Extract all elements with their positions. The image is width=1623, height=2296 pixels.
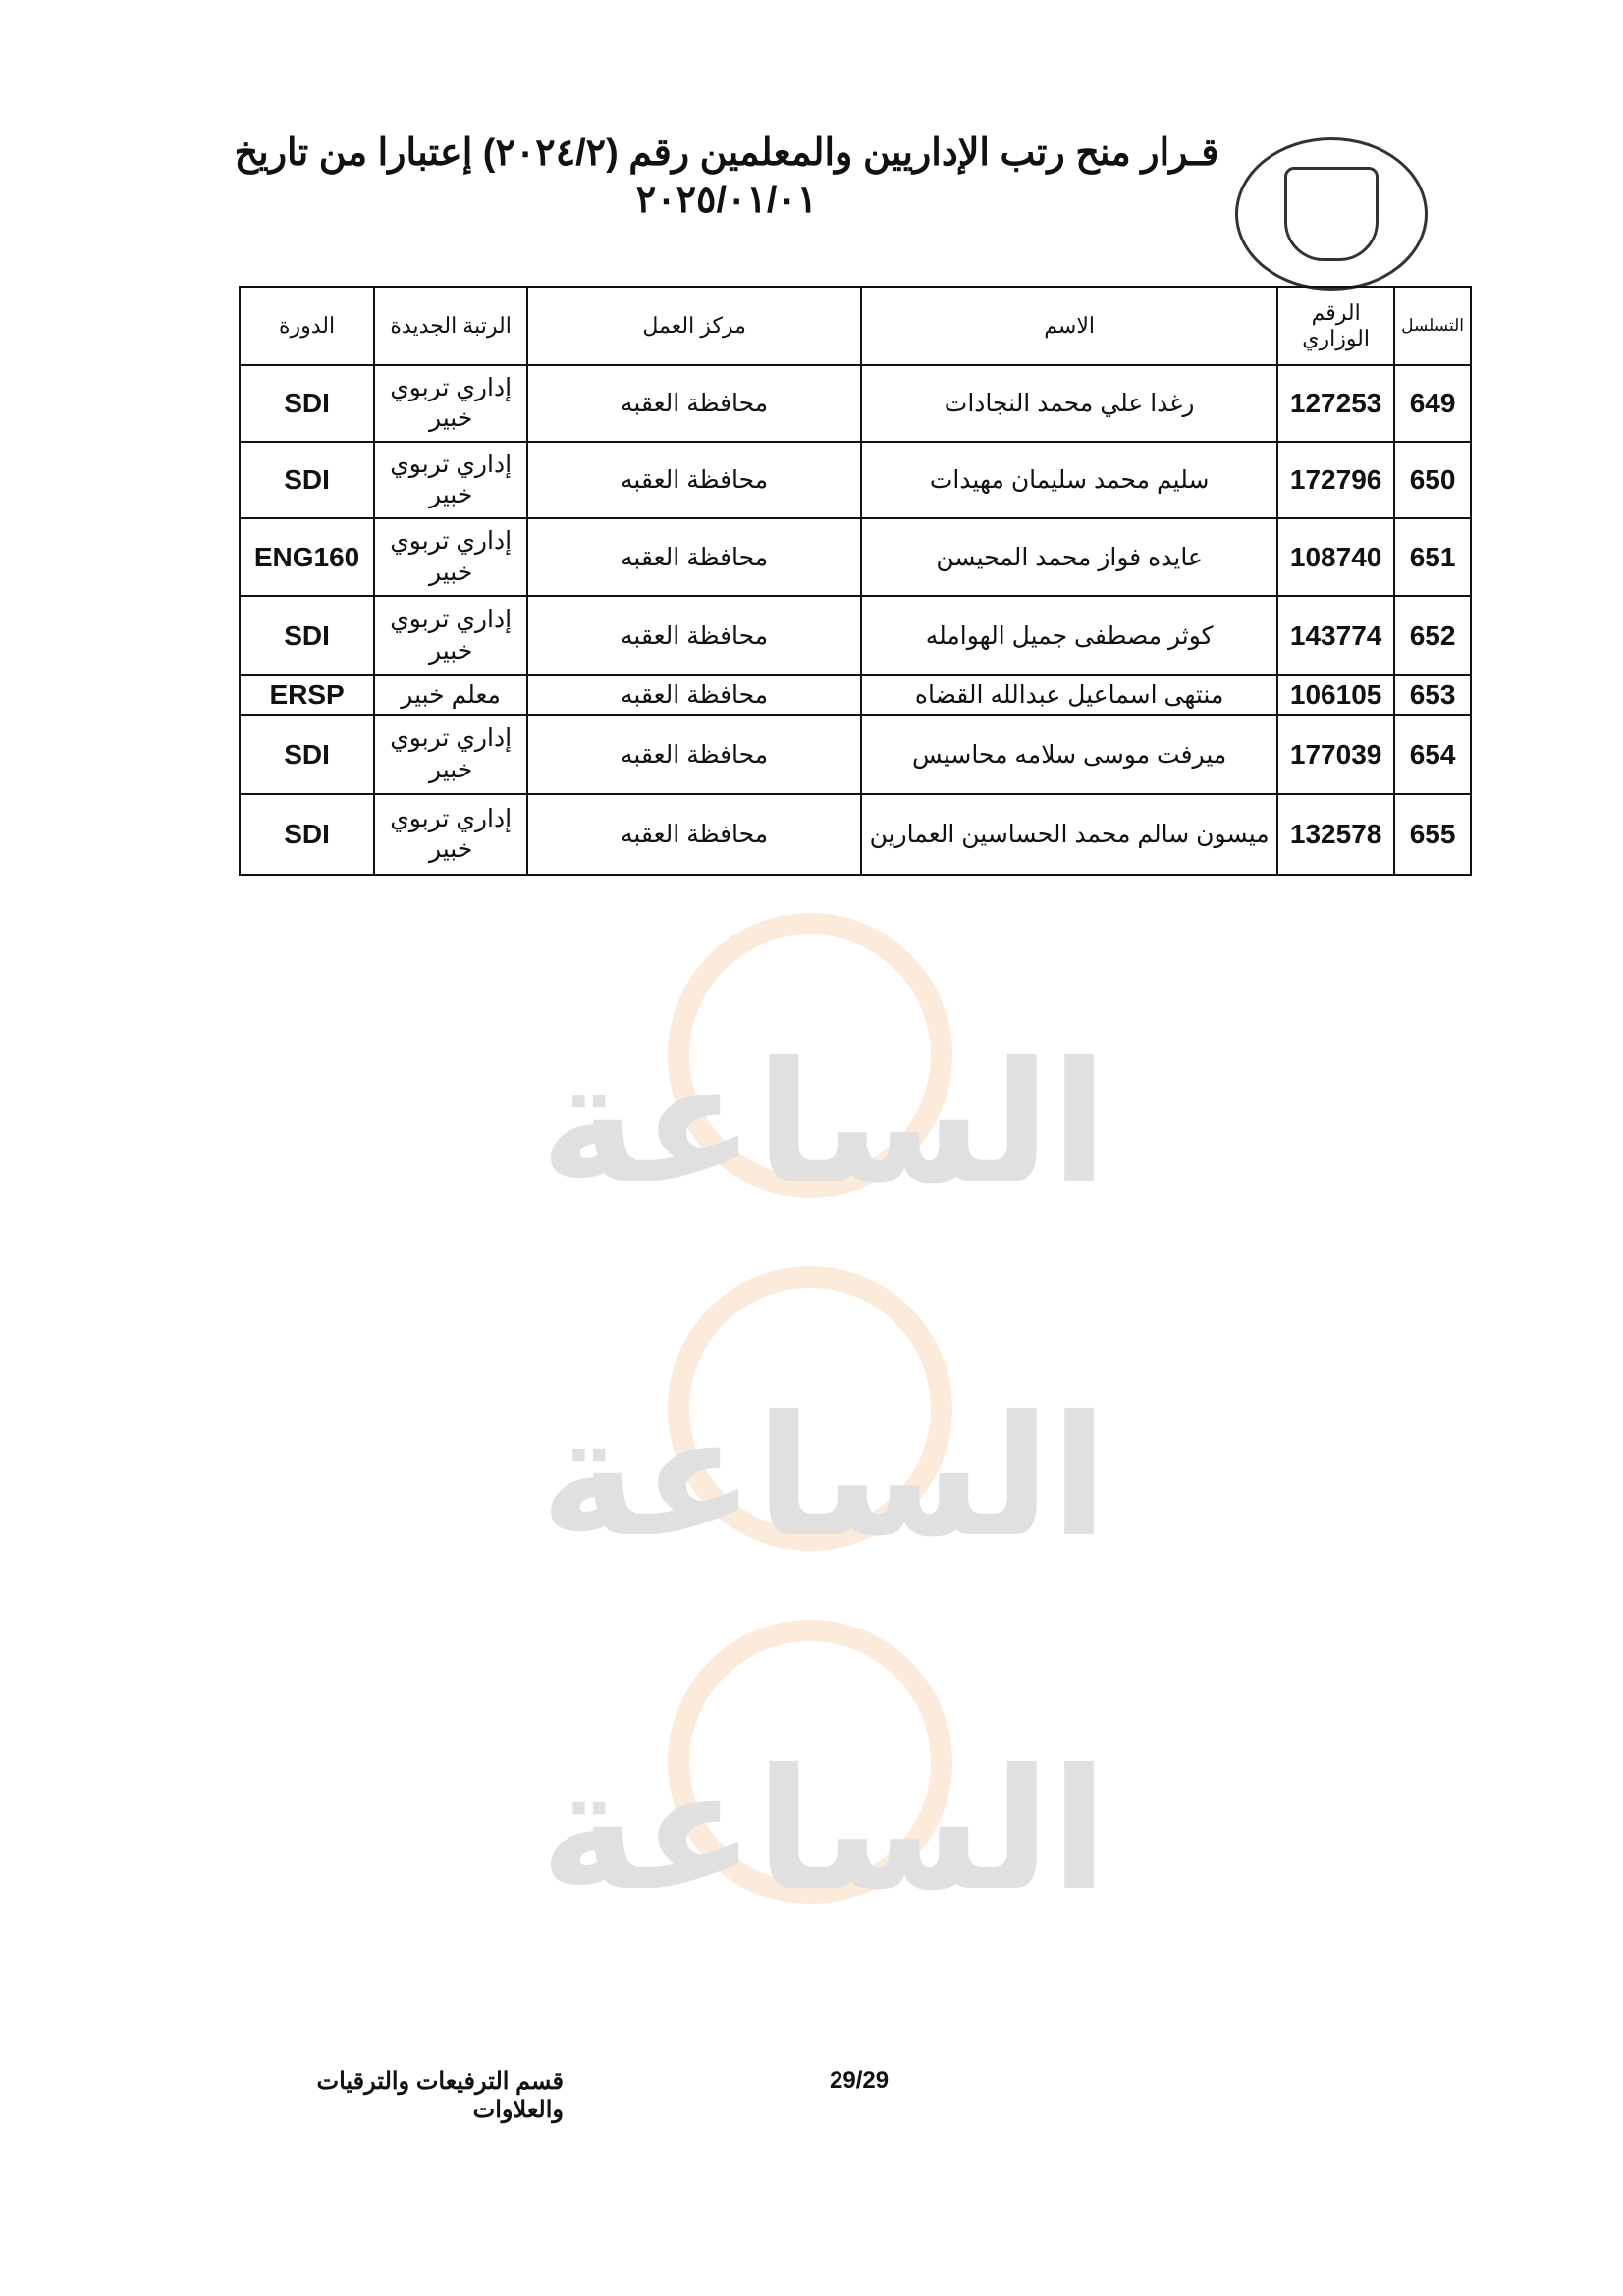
header-serial: التسلسل [1394, 287, 1471, 365]
cell-new-rank: إداري تربوي خبير [374, 442, 527, 518]
table-row [240, 794, 1471, 875]
cell-serial: 649 [1394, 365, 1471, 442]
cell-name: عايده فواز محمد المحيسن [861, 518, 1277, 596]
cell-name: سليم محمد سليمان مهيدات [861, 442, 1277, 518]
cell-name: منتهى اسماعيل عبدالله القضاه [861, 675, 1277, 715]
cell-new-rank: إداري تربوي خبير [374, 794, 527, 875]
cell-workplace: محافظة العقبه [527, 442, 861, 518]
cell-ministry-no: 132578 [1277, 794, 1394, 875]
cell-workplace: محافظة العقبه [527, 715, 861, 794]
cell-ministry-no: 127253 [1277, 365, 1394, 442]
header-ministry-no: الرقم الوزاري [1277, 287, 1394, 365]
cell-ministry-no: 172796 [1277, 442, 1394, 518]
cell-workplace: محافظة العقبه [527, 794, 861, 875]
cell-workplace: محافظة العقبه [527, 365, 861, 442]
cell-new-rank: إداري تربوي خبير [374, 715, 527, 794]
cell-workplace: محافظة العقبه [527, 518, 861, 596]
table-row [240, 442, 1471, 518]
cell-serial: 653 [1394, 675, 1471, 715]
cell-name: ميسون سالم محمد الحساسين العمارين [861, 794, 1277, 875]
cell-new-rank: إداري تربوي خبير [374, 365, 527, 442]
cell-name: رغدا علي محمد النجادات [861, 365, 1277, 442]
cell-course: SDI [240, 365, 374, 442]
table-row [240, 365, 1471, 442]
watermark: الساعة [520, 1620, 1109, 1973]
cell-course: SDI [240, 596, 374, 675]
cell-course: ENG160 [240, 518, 374, 596]
cell-serial: 655 [1394, 794, 1471, 875]
cell-new-rank: إداري تربوي خبير [374, 518, 527, 596]
header-course: الدورة [240, 287, 374, 365]
table-row [240, 596, 1471, 675]
cell-serial: 652 [1394, 596, 1471, 675]
clock-icon [668, 1266, 952, 1551]
cell-course: SDI [240, 794, 374, 875]
table-row [240, 675, 1471, 715]
header-new-rank: الرتبة الجديدة [374, 287, 527, 365]
document-header [226, 130, 1227, 224]
cell-name: ميرفت موسى سلامه محاسيس [861, 715, 1277, 794]
ministry-seal-logo [1235, 137, 1428, 291]
table-row [240, 715, 1471, 794]
footer-department: قسم الترفيعات والترقيات والعلاوات [316, 2068, 564, 2123]
cell-ministry-no: 143774 [1277, 596, 1394, 675]
cell-serial: 654 [1394, 715, 1471, 794]
cell-new-rank: معلم خبير [374, 675, 527, 715]
promotions-table [239, 286, 1472, 876]
cell-ministry-no: 106105 [1277, 675, 1394, 715]
cell-name: كوثر مصطفى جميل الهوامله [861, 596, 1277, 675]
header-name: الاسم [861, 287, 1277, 365]
watermark: الساعة [520, 913, 1109, 1266]
cell-course: SDI [240, 442, 374, 518]
cell-new-rank: إداري تربوي خبير [374, 596, 527, 675]
cell-ministry-no: 177039 [1277, 715, 1394, 794]
table-header-row [240, 287, 1471, 365]
header-workplace: مركز العمل [527, 287, 861, 365]
document-date: ٢٠٢٥/٠١/٠١ [635, 180, 818, 221]
crown-emblem-icon [1284, 167, 1379, 261]
document-title: قـرار منح رتب الإداريين والمعلمين رقم (٢٠٢٤/٢) إعتبارا من تاريخ [234, 133, 1219, 174]
cell-workplace: محافظة العقبه [527, 596, 861, 675]
cell-serial: 651 [1394, 518, 1471, 596]
cell-course: SDI [240, 715, 374, 794]
clock-icon [668, 913, 952, 1198]
cell-serial: 650 [1394, 442, 1471, 518]
cell-ministry-no: 108740 [1277, 518, 1394, 596]
clock-icon [668, 1620, 952, 1904]
cell-workplace: محافظة العقبه [527, 675, 861, 715]
cell-course: ERSP [240, 675, 374, 715]
table-row [240, 518, 1471, 596]
watermark: الساعة [520, 1266, 1109, 1620]
page-number: 29/29 [830, 2067, 890, 2094]
